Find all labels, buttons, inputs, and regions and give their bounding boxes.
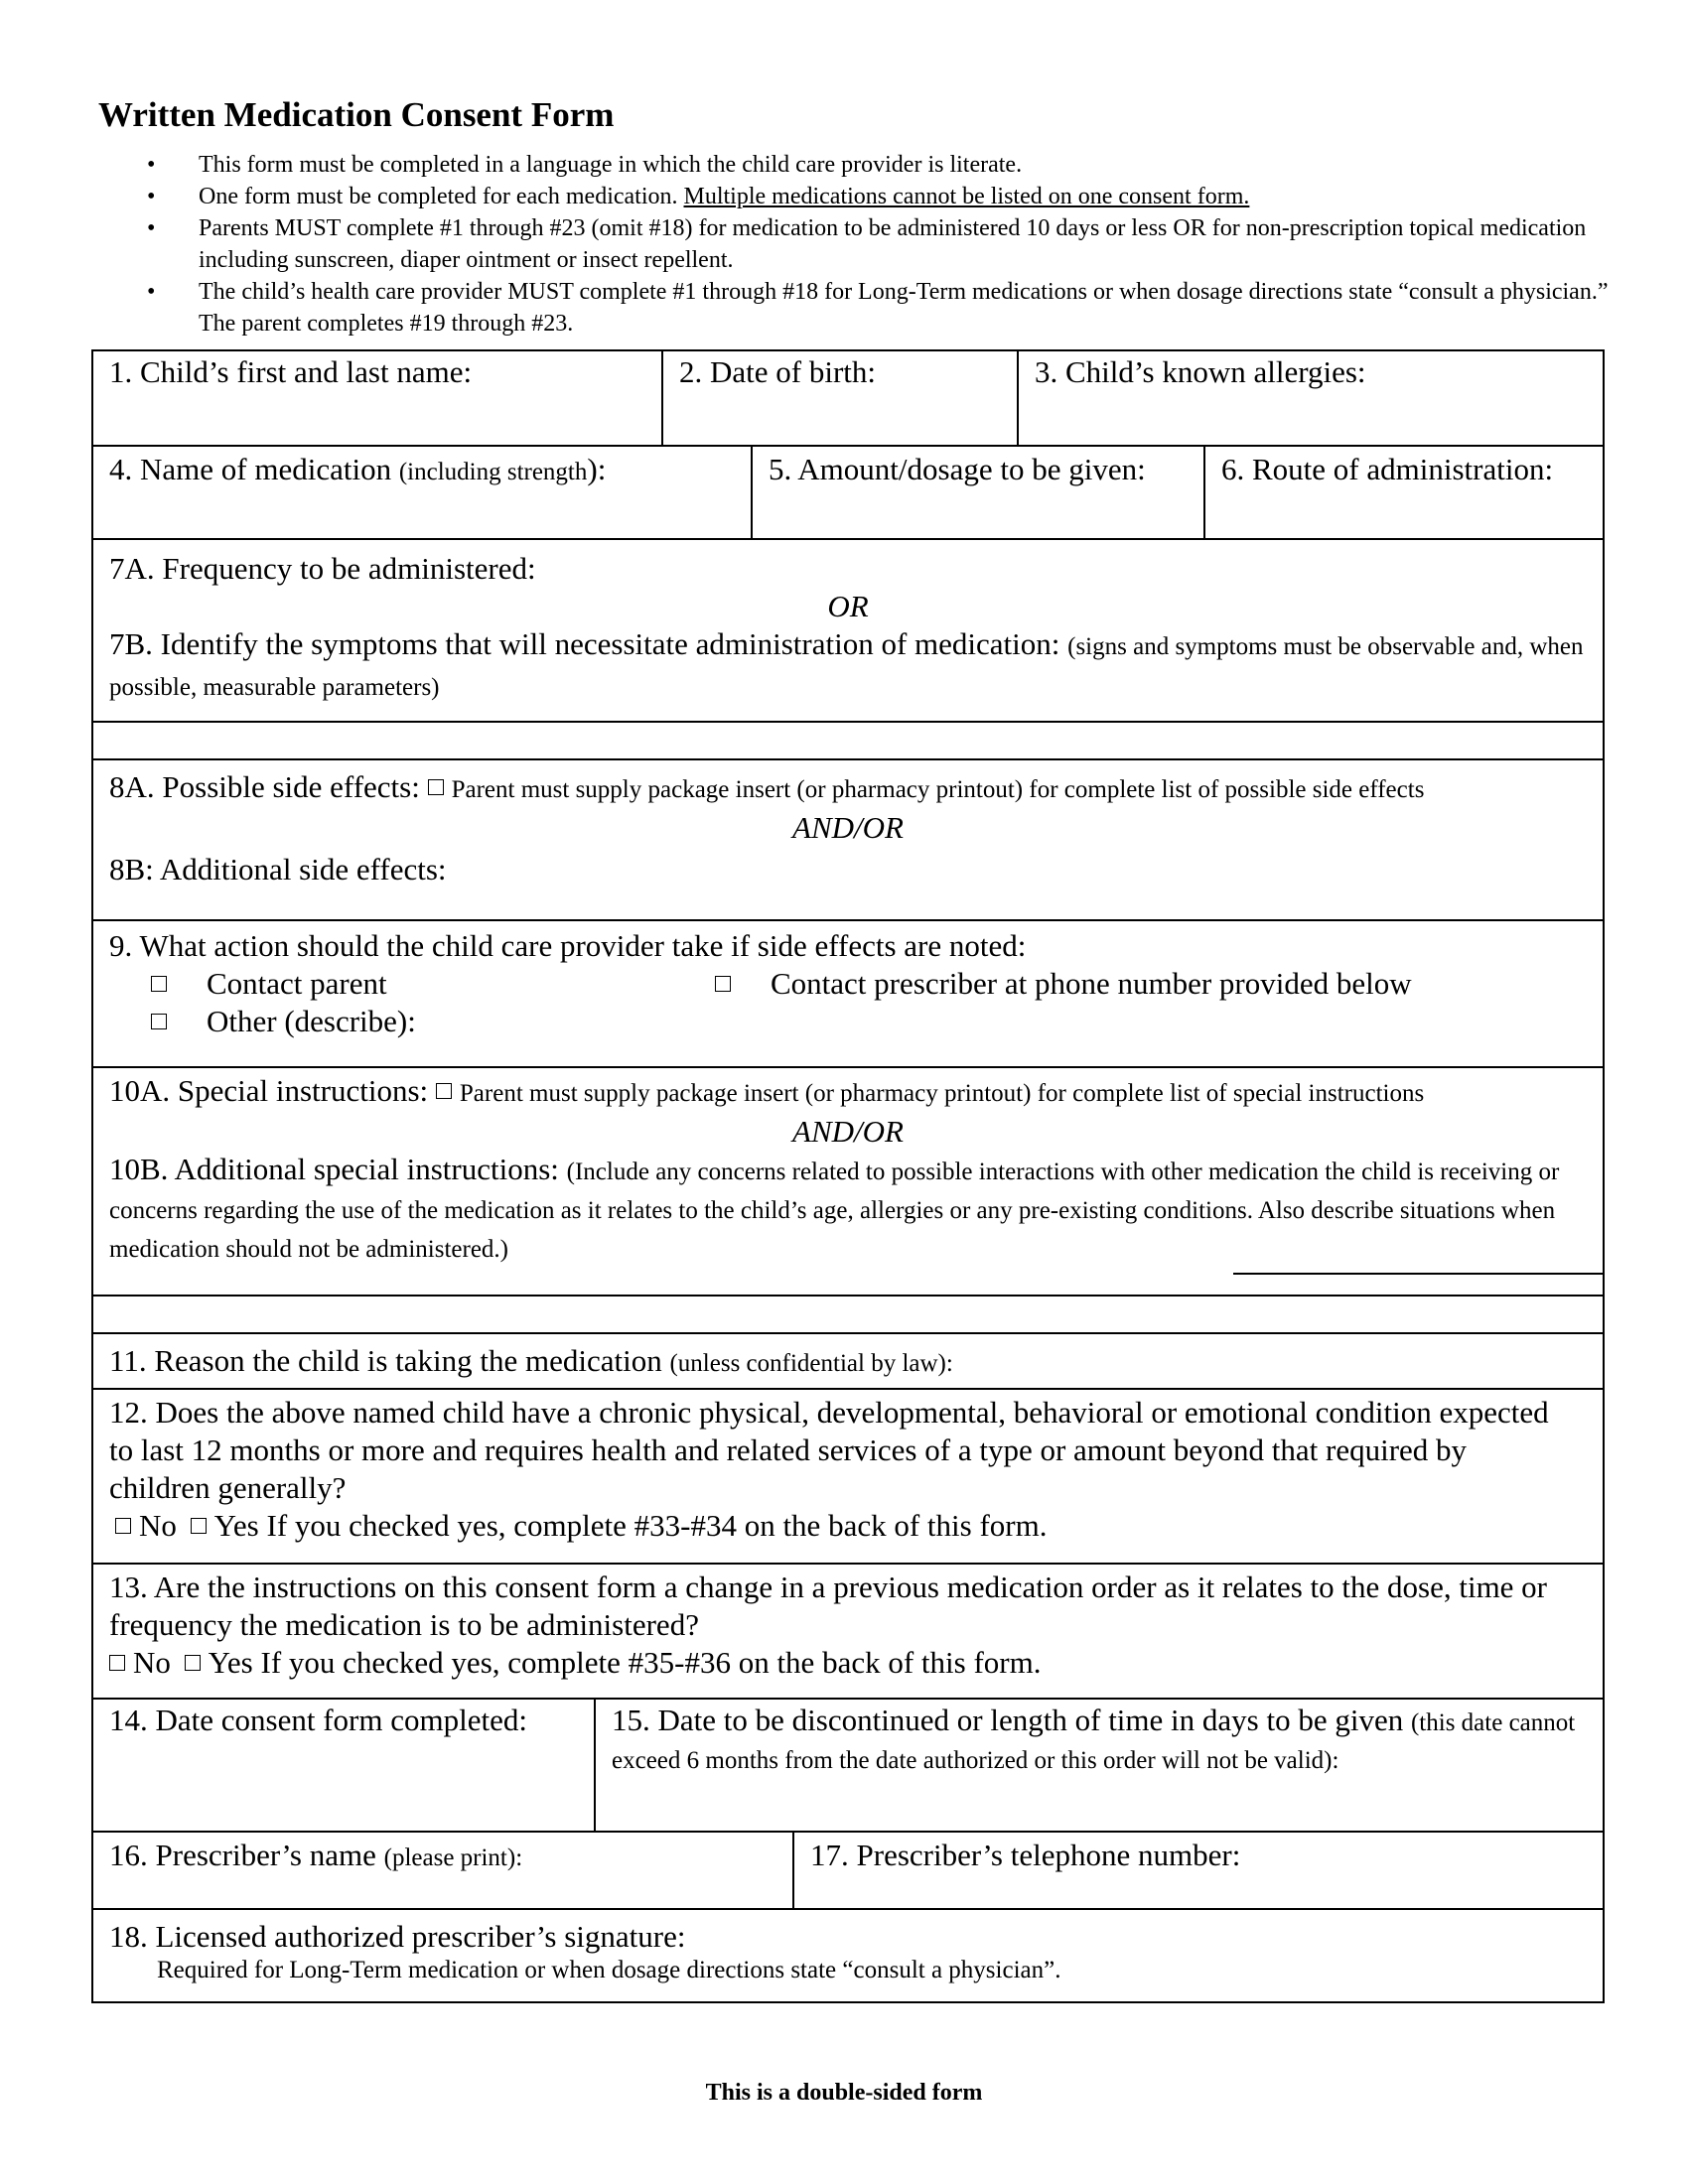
row-18	[93, 1910, 1603, 2001]
checkbox-chronic-yes[interactable]	[191, 1518, 207, 1534]
row-8	[93, 760, 1603, 921]
checkbox-change-no[interactable]	[109, 1655, 125, 1671]
checkbox-side-effects-insert[interactable]	[428, 779, 444, 795]
signature-line	[1233, 1273, 1603, 1275]
checkbox-other[interactable]	[151, 1014, 167, 1029]
checkbox-chronic-no[interactable]	[115, 1518, 131, 1534]
row-1	[93, 351, 1603, 447]
field-side-effect-action: 9. What action should the child care provider take if side effects are noted: Contact parent Contact prescriber at phone number provided below Other (describe):	[109, 928, 1412, 1038]
checkbox-change-yes[interactable]	[185, 1655, 201, 1671]
field-date-of-birth[interactable]: 2. Date of birth:	[661, 351, 1017, 445]
field-reason[interactable]: 11. Reason the child is taking the medication (unless confidential by law):	[109, 1343, 953, 1378]
blank-line-10[interactable]	[93, 1297, 1603, 1334]
blank-line-7[interactable]	[93, 723, 1603, 760]
field-frequency-symptoms[interactable]: 7A. Frequency to be administered: OR 7B. Identify the symptoms that will necessitate administration of medication: (signs and symptoms must be observable and, when possible, measurable parameters)	[109, 551, 1584, 701]
field-prescriber-signature[interactable]: 18. Licensed authorized prescriber’s signature: Required for Long-Term medication or when dosage directions state “consult a physician”.	[109, 1919, 1061, 1983]
row-9	[93, 921, 1603, 1068]
form-title: Written Medication Consent Form	[98, 95, 615, 134]
instruction-item: • The child’s health care provider MUST complete #1 through #18 for Long-Term medications or when dosage directions state “consult a physician.” The parent completes #19 through #23.	[139, 276, 1609, 340]
checkbox-instructions-insert[interactable]	[436, 1083, 452, 1099]
instruction-list	[139, 149, 1609, 340]
row-10	[93, 1068, 1603, 1297]
row-11	[93, 1334, 1603, 1390]
row-14-15	[93, 1700, 1603, 1833]
field-prescriber-name[interactable]: 16. Prescriber’s name (please print):	[109, 1838, 523, 1872]
field-chronic-condition: 12. Does the above named child have a chronic physical, developmental, behavioral or emotional condition expected to last 12 months or more and requires health and related services of a type or amount beyond that required by children generally? No Yes If you checked yes, complete #33-#34 on the back of this form.	[109, 1395, 1549, 1543]
field-prescriber-phone[interactable]: 17. Prescriber’s telephone number:	[792, 1833, 1603, 1908]
field-order-change: 13. Are the instructions on this consent form a change in a previous medication order as it relates to the dose, time or frequency the medication is to be administered? No Yes If you checked yes, complete #35-#36 on the back of this form.	[109, 1570, 1548, 1680]
row-12	[93, 1390, 1603, 1565]
field-route[interactable]: 6. Route of administration:	[1203, 447, 1603, 538]
instruction-item: • Parents MUST complete #1 through #23 (omit #18) for medication to be administered 10 days or less OR for non-prescription topical medication including sunscreen, diaper ointment or insect repellent.	[139, 212, 1609, 276]
checkbox-contact-parent[interactable]	[151, 976, 167, 992]
row-16-17	[93, 1833, 1603, 1910]
field-medication-name[interactable]: 4. Name of medication (including strength):	[109, 452, 607, 486]
field-special-instructions[interactable]: 10A. Special instructions: Parent must supply package insert (or pharmacy printout) for complete list of special instructions AND/OR 10B. Additional special instructions: (Include any concerns related to possible interactions with other medication the child is receiving or concerns regarding the use of the medication as it relates to the child’s age, allergies or any pre-existing conditions. Also describe situations when medication should not be administered.)	[109, 1073, 1560, 1263]
field-side-effects[interactable]: 8A. Possible side effects: Parent must supply package insert (or pharmacy printout) for complete list of possible side effects AND/OR 8B: Additional side effects:	[109, 769, 1425, 887]
checkbox-contact-prescriber[interactable]	[715, 976, 731, 992]
field-consent-date[interactable]: 14. Date consent form completed:	[109, 1703, 527, 1737]
footer-note: This is a double-sided form	[705, 2080, 983, 2106]
field-dosage[interactable]: 5. Amount/dosage to be given:	[751, 447, 1203, 538]
row-13	[93, 1565, 1603, 1700]
row-7	[93, 540, 1603, 723]
field-known-allergies[interactable]: 3. Child’s known allergies:	[1017, 351, 1603, 445]
row-2	[93, 447, 1603, 540]
consent-form-table	[91, 349, 1605, 2003]
field-discontinue-date[interactable]: 15. Date to be discontinued or length of time in days to be given (this date cannot exceed 6 months from the date authorized or this order will not be valid):	[594, 1700, 1603, 1831]
instruction-underlined: Multiple medications cannot be listed on one consent form.	[683, 184, 1250, 209]
field-child-name[interactable]: 1. Child’s first and last name:	[109, 354, 473, 389]
instruction-item: • This form must be completed in a language in which the child care provider is literate.	[139, 149, 1609, 181]
instruction-item: • One form must be completed for each medication. Multiple medications cannot be listed on one consent form.	[139, 181, 1609, 212]
